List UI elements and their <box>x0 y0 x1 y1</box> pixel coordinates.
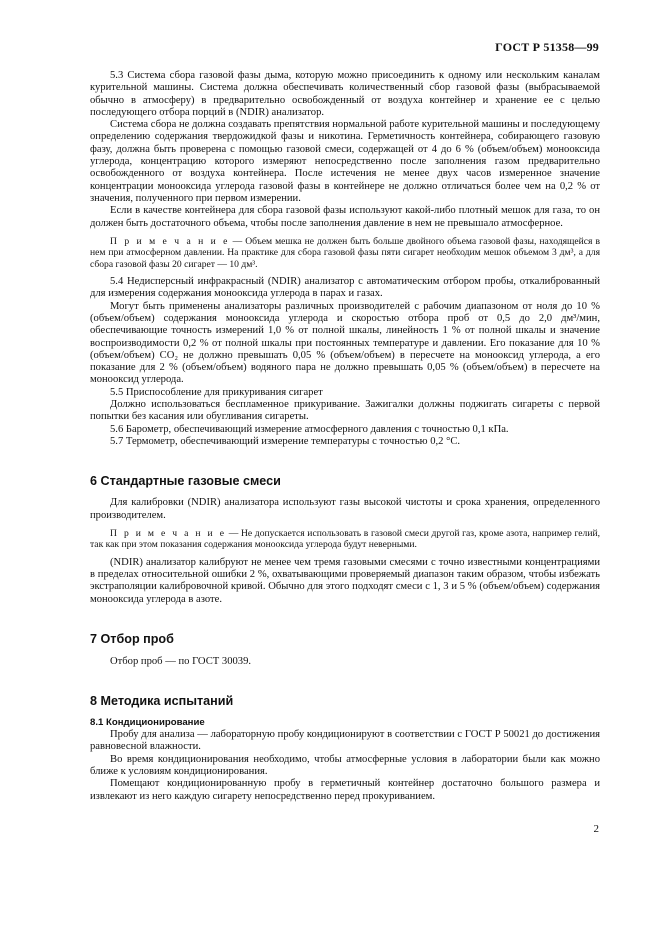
section-6-paragraph-1: Для калибровки (NDIR) анализатора используют газы высокой чистоты и срока хранения, определенного производителем. <box>90 497 600 521</box>
subsection-8-1-title: 8.1 Кондиционирование <box>90 717 205 729</box>
note-label: П р и м е ч а н и е <box>110 235 230 247</box>
note-text: — Не допускается использовать в газовой смеси другой газ, кроме азота, например гелий, так как при этом показания содержания монооксида углерода будут неверными. <box>90 527 600 551</box>
section-8-title: 8 Методика испытаний <box>90 694 234 709</box>
paragraph-5-4-analyzers: Могут быть применены анализаторы различных производителей с рабочим диапазоном от ноля до 10 % (объем/объем) содержания монооксида углерода и скоростью отбора проб от 0,5 до 2,0 дм³/мин, обеспечивающие точность измерений 1,0 % от полной шкалы, линейность 1 % от полной шкалы и значение воспроизводимости 0,2 % от полной шкалы при постоянных температуре и давлении. Его показание для 10 % (объем/объем) CO₂ не должно превышать 0,05 % (объем/объем) в пересчете на монооксид углерода, а его показание для 2 % (объем/объем) водяного пара не должно превышать 0,05 % (объем/объем) в пересчете на монооксид углерода. <box>90 300 600 386</box>
page-number: 2 <box>593 823 599 835</box>
paragraph-5-7: 5.7 Термометр, обеспечивающий измерение температуры с точностью 0,2 °С. <box>110 435 461 447</box>
page-content <box>90 70 600 803</box>
section-8-paragraph-3: Помещают кондиционированную пробу в герметичный контейнер достаточно большого размера и извлекают из него каждую сигарету непосредственно перед прокуриванием. <box>90 778 600 802</box>
paragraph-5-3: 5.3 Система сбора газовой фазы дыма, которую можно присоединить к одному или нескольким каналам курительной машины. Система должна обеспечивать количественный сбор газовой фазы (выбрасываемой обычно в атмосферу) в предварительно освобожденный от воздуха контейнер и хранение ее с целью последующего отбора порций в (NDIR) анализатор. <box>90 70 600 118</box>
note-gas-mixture <box>90 528 600 551</box>
section-7-title: 7 Отбор проб <box>90 631 174 646</box>
paragraph-5-5: 5.5 Приспособление для прикуривания сигарет <box>110 386 323 398</box>
paragraph-5-5-lighting: Должно использоваться беспламенное прикуривание. Зажигалки должны поджигать сигареты с первой попытки без касания или обугливания сигареты. <box>90 399 600 423</box>
note-bag-volume <box>90 236 600 270</box>
paragraph-5-3-bag: Если в качестве контейнера для сбора газовой фазы используют какой-либо плотный мешок для газа, то он должен быть достаточного объема, чтобы после заполнения давление в нем не превышало атмосферное. <box>90 205 600 229</box>
section-6-paragraph-2: (NDIR) анализатор калибруют не менее чем тремя газовыми смесями с точно известными концентрациями в пределах относительной ошибки 2 %, охватывающими проверяемый диапазон таким образом, чтобы избежать экстраполяции калибровочной кривой. Обычно для этого подходят смеси с 1, 3 и 5 % (объем/объем) содержания монооксида углерода в азоте. <box>90 556 600 605</box>
note-label: П р и м е ч а н и е <box>110 527 227 539</box>
section-8-paragraph-1: Пробу для анализа — лабораторную пробу кондиционируют в соответствии с ГОСТ Р 50021 до достижения равновесной влажности. <box>90 729 600 753</box>
paragraph-5-6: 5.6 Барометр, обеспечивающий измерение атмосферного давления с точностью 0,1 кПа. <box>110 423 509 435</box>
section-8-paragraph-2: Во время кондиционирования необходимо, чтобы атмосферные условия в лаборатории были как можно ближе к условиям кондиционирования. <box>90 753 600 778</box>
section-6-title: 6 Стандартные газовые смеси <box>90 474 281 489</box>
section-7-paragraph-1: Отбор проб — по ГОСТ 30039. <box>110 655 252 667</box>
paragraph-5-3-collection: Система сбора не должна создавать препятствия нормальной работе курительной машины и последующему определению содержания твердожидкой фазы и никотина. Герметичность контейнера, собирающего газовую фазу, должна быть проверена с помощью газовой смеси, содержащей от 4 до 6 % (объем/объем) монооксида углерода, концентрацию которого измеряют непосредственно после заполнения газом предварительно освобожденного от воздуха контейнера. После истечения не менее двух часов измеренное значение концентрации монооксида углерода газовой фазы в контейнере не должно отличаться более чем на 0,2 % от значения, полученного при первом измерении. <box>90 119 600 204</box>
document-header: ГОСТ Р 51358—99 <box>495 40 599 54</box>
note-text: — Объем мешка не должен быть больше двойного объема газовой фазы, находящейся в нем при атмосферном давлении. На практике для сбора газовой фазы пяти сигарет необходим мешок объемом 3 дм³, а для сбора газовой фазы 20 сигарет — 10 дм³. <box>90 235 600 270</box>
paragraph-5-4: 5.4 Недисперсный инфракрасный (NDIR) анализатор с автоматическим отбором пробы, откалиброванный для измерения содержания монооксида углерода в парах и газах. <box>90 276 600 300</box>
